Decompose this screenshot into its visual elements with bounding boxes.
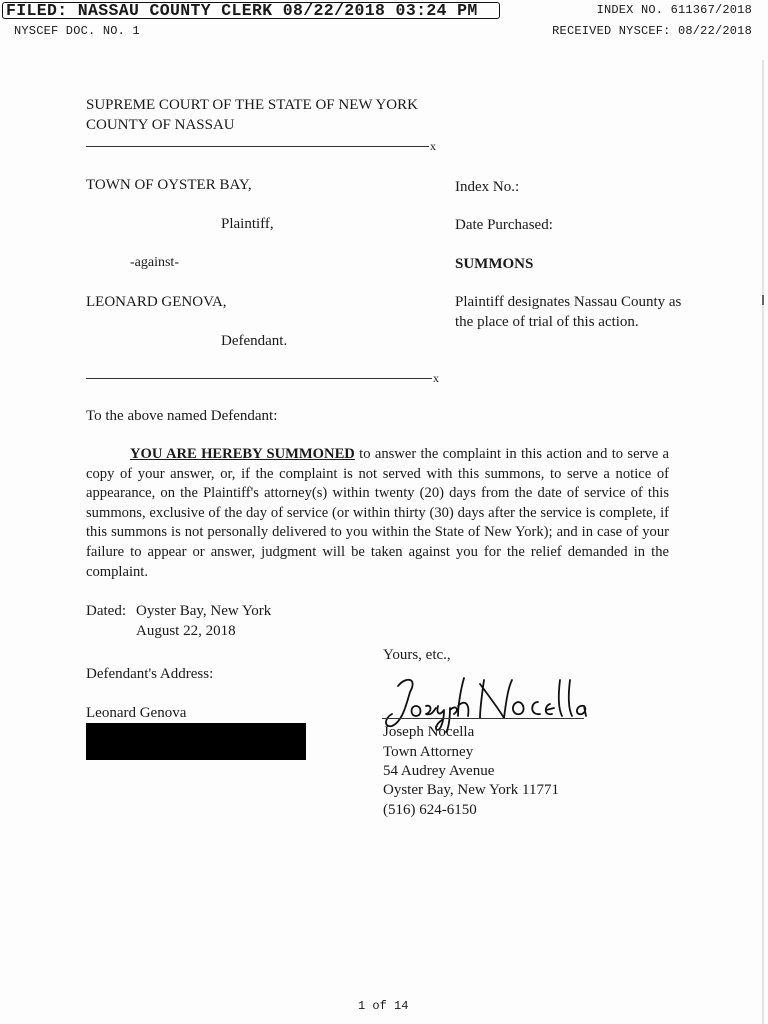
dated-place: Oyster Bay, New York [136, 603, 272, 619]
attorney-title: Town Attorney [383, 744, 474, 760]
filed-stamp: FILED: NASSAU COUNTY CLERK 08/22/2018 03:24 PM [2, 2, 500, 19]
defendant-address-label: Defendant's Address: [86, 666, 214, 682]
plaintiff-role: Plaintiff, [221, 216, 274, 232]
summons-paragraph [86, 445, 669, 582]
defendant-name: LEONARD GENOVA, [86, 294, 227, 310]
venue-line-1: Plaintiff designates Nassau County as [455, 294, 682, 310]
closing: Yours, etc., [383, 647, 451, 663]
attorney-city: Oyster Bay, New York 11771 [383, 782, 559, 798]
nyscef-doc-number: NYSCEF DOC. NO. 1 [14, 24, 140, 38]
date-purchased-label: Date Purchased: [455, 217, 553, 233]
caption-bottom-rule-mark: x [433, 371, 439, 385]
plaintiff-name: TOWN OF OYSTER BAY, [86, 177, 252, 193]
defendant-role: Defendant. [221, 333, 288, 349]
index-number: INDEX NO. 611367/2018 [596, 3, 752, 17]
defendant-address-name: Leonard Genova [86, 705, 187, 721]
salutation: To the above named Defendant: [86, 408, 278, 424]
summons-lead: YOU ARE HEREBY SUMMONED [130, 446, 355, 462]
caption-top-rule [86, 146, 429, 147]
attorney-name: Joseph Nocella [383, 724, 475, 740]
summons-text: to answer the complaint in this action and to serve a copy of your answer, or, if the complaint is not served with this summons, to serve a notice of appearance, on the Plaintiff's attorney(s) within twenty (20) days from the date of service of this summons, exclusive of the day of service (or within thirty (30) days after the service is complete, if this summons is not personally delivered to you within the State of New York); and in case of your failure to appear or answer, judgment will be taken against you for the relief demanded in the complaint. [86, 446, 670, 580]
against-label: -against- [130, 255, 179, 270]
dated-label: Dated: [86, 603, 126, 619]
received-stamp: RECEIVED NYSCEF: 08/22/2018 [552, 24, 752, 38]
attorney-phone: (516) 624-6150 [383, 802, 477, 818]
caption-top-rule-mark: x [430, 139, 436, 153]
page-number: 1 of 14 [358, 999, 409, 1013]
document-title: SUMMONS [455, 256, 534, 272]
index-number-label: Index No.: [455, 179, 520, 195]
signature-line [382, 718, 584, 719]
attorney-street: 54 Audrey Avenue [383, 763, 495, 779]
caption-bottom-rule [86, 378, 432, 379]
court-name: SUPREME COURT OF THE STATE OF NEW YORK [86, 97, 418, 113]
redaction-block [86, 723, 306, 760]
court-county: COUNTY OF NASSAU [86, 117, 235, 133]
venue-line-2: the place of trial of this action. [455, 314, 639, 330]
scan-edge [760, 60, 766, 1024]
dated-date: August 22, 2018 [136, 623, 236, 639]
